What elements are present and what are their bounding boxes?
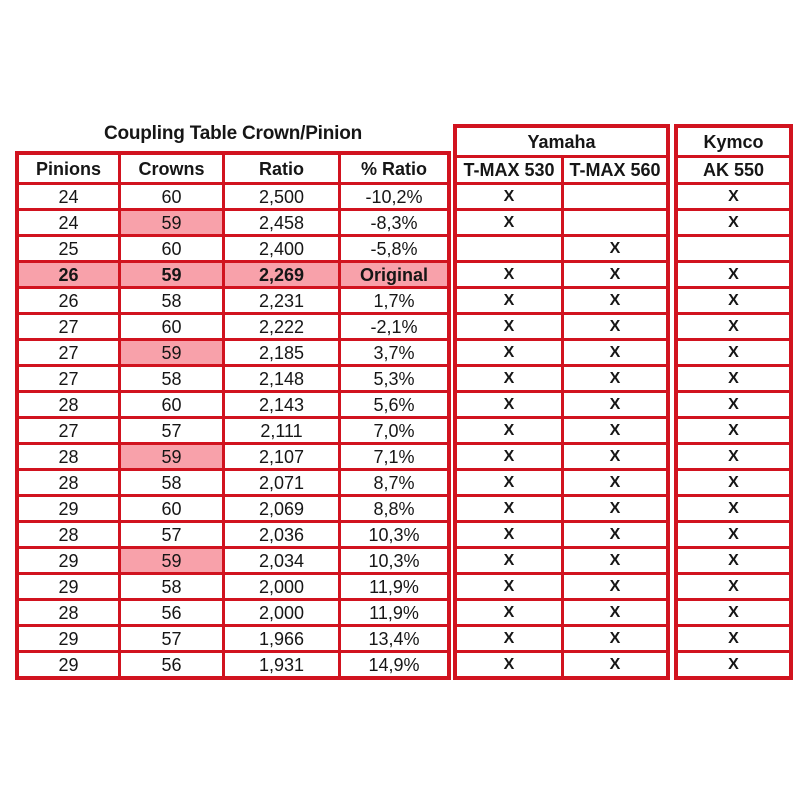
ratio-value: 2,107 [222,445,338,468]
pinions-value: 29 [58,654,79,675]
kymco-row-18 [678,624,789,650]
yamaha-row-15 [457,546,666,572]
crowns-value: 60 [118,315,222,338]
ak550-mark: X [728,447,739,465]
pct-ratio-value: 10,3% [338,523,447,546]
tmax530-mark [457,237,561,260]
kymco-row-4 [678,260,789,286]
tmax530-mark: X [503,525,515,543]
crowns-value: 58 [118,575,222,598]
pinions-value: 28 [58,524,79,545]
ak550-mark: X [728,291,739,309]
ak550-mark: X [728,655,739,673]
pct-ratio-value: 5,6% [338,393,447,416]
tmax530-mark: X [503,603,515,621]
ak550-mark [678,237,789,260]
table-row-14 [19,520,447,546]
tmax560-mark [561,211,666,234]
pct-ratio-value: 7,0% [338,419,447,442]
ratio-value: 2,034 [222,549,338,572]
kymco-row-17 [678,598,789,624]
tmax560-mark: X [561,445,666,468]
column-header-crowns: Crowns [118,155,222,182]
pct-ratio-value: 5,3% [338,367,447,390]
yamaha-row-1 [457,182,666,208]
pct-ratio-value: -8,3% [338,211,447,234]
pinions-value: 27 [58,316,79,337]
table-row-7 [19,338,447,364]
pinions-value: 28 [58,472,79,493]
pct-ratio-value: -2,1% [338,315,447,338]
pinions-value: 29 [58,628,79,649]
pct-ratio-value: 10,3% [338,549,447,572]
tmax560-mark: X [561,497,666,520]
tmax530-mark: X [503,421,515,439]
column-header-ak550: AK 550 [702,160,765,180]
crowns-value: 59 [118,549,222,572]
tmax560-mark: X [561,289,666,312]
tmax530-mark: X [503,291,515,309]
yamaha-row-5 [457,286,666,312]
kymco-row-1 [678,182,789,208]
tmax530-mark: X [503,551,515,569]
ratio-value: 2,400 [222,237,338,260]
kymco-row-11 [678,442,789,468]
table-row-15 [19,546,447,572]
kymco-row-7 [678,338,789,364]
ak550-mark: X [728,265,739,283]
yamaha-row-8 [457,364,666,390]
pinions-value: 27 [58,342,79,363]
ak550-mark: X [728,395,739,413]
yamaha-row-17 [457,598,666,624]
tmax530-mark: X [503,213,515,231]
table-row-11 [19,442,447,468]
tmax530-mark: X [503,499,515,517]
pct-ratio-value: 7,1% [338,445,447,468]
yamaha-row-2 [457,208,666,234]
crowns-value: 60 [118,393,222,416]
ak550-mark: X [728,603,739,621]
table-row-16 [19,572,447,598]
yamaha-row-18 [457,624,666,650]
kymco-row-13 [678,494,789,520]
table-row-2 [19,208,447,234]
pinions-value: 29 [58,550,79,571]
crowns-value: 60 [118,237,222,260]
pinions-value: 25 [58,238,79,259]
ratio-value: 2,231 [222,289,338,312]
pinions-value: 26 [58,264,79,285]
tmax560-mark: X [561,315,666,338]
kymco-row-14 [678,520,789,546]
pinions-value: 29 [58,498,79,519]
ak550-mark: X [728,525,739,543]
ak550-mark: X [728,473,739,491]
ak550-mark: X [728,369,739,387]
tmax530-mark: X [503,577,515,595]
tmax530-mark: X [503,655,515,673]
yamaha-row-4 [457,260,666,286]
crowns-value: 59 [118,341,222,364]
ratio-value: 2,458 [222,211,338,234]
ratio-value: 2,111 [222,419,338,442]
tmax530-mark: X [503,317,515,335]
kymco-row-5 [678,286,789,312]
tmax560-mark: X [561,627,666,650]
pct-ratio-value: 3,7% [338,341,447,364]
crowns-value: 57 [118,419,222,442]
pinions-value: 27 [58,368,79,389]
ratio-value: 2,222 [222,315,338,338]
crowns-value: 60 [118,185,222,208]
ratio-value: 2,000 [222,601,338,624]
main-table [15,151,451,680]
pinions-value: 28 [58,602,79,623]
yamaha-group-header [457,128,666,155]
kymco-group-table [674,124,793,680]
tmax530-mark: X [503,447,515,465]
crowns-value: 59 [118,263,222,286]
yamaha-row-11 [457,442,666,468]
table-row-8 [19,364,447,390]
yamaha-row-6 [457,312,666,338]
tmax560-mark: X [561,653,666,676]
tmax530-mark: X [503,265,515,283]
ratio-value: 2,143 [222,393,338,416]
table-row-18 [19,624,447,650]
yamaha-row-13 [457,494,666,520]
table-row-1 [19,182,447,208]
kymco-row-15 [678,546,789,572]
table-row-9 [19,390,447,416]
column-header-pct-ratio: % Ratio [338,155,447,182]
crowns-value: 57 [118,627,222,650]
kymco-group-header [678,128,789,155]
kymco-row-6 [678,312,789,338]
crowns-value: 58 [118,367,222,390]
tmax560-mark: X [561,263,666,286]
pinions-value: 29 [58,576,79,597]
crowns-value: 57 [118,523,222,546]
table-row-13 [19,494,447,520]
ak550-mark: X [728,343,739,361]
tmax560-mark: X [561,341,666,364]
pinions-value: 28 [58,446,79,467]
ratio-value: 2,148 [222,367,338,390]
tmax530-mark: X [503,343,515,361]
column-header-ratio: Ratio [222,155,338,182]
ak550-mark: X [728,187,739,205]
table-row-3 [19,234,447,260]
crowns-value: 60 [118,497,222,520]
tmax560-mark: X [561,393,666,416]
tmax560-mark [561,185,666,208]
ak550-mark: X [728,629,739,647]
yamaha-subheader-row [457,155,666,182]
kymco-row-8 [678,364,789,390]
crowns-value: 59 [118,211,222,234]
pct-ratio-value: 8,8% [338,497,447,520]
main-header-row [19,155,447,182]
column-header-pinions: Pinions [35,158,101,179]
kymco-row-3 [678,234,789,260]
table-row-17 [19,598,447,624]
tmax560-mark: X [561,471,666,494]
table-row-12 [19,468,447,494]
yamaha-row-10 [457,416,666,442]
table-row-19 [19,650,447,676]
group-header-kymco: Kymco [703,131,764,152]
ratio-value: 2,185 [222,341,338,364]
ratio-value: 2,269 [222,263,338,286]
group-header-yamaha: Yamaha [527,131,596,152]
ratio-value: 2,036 [222,523,338,546]
tmax530-mark: X [503,187,515,205]
pct-ratio-value: -5,8% [338,237,447,260]
tmax560-mark: X [561,575,666,598]
crowns-value: 58 [118,289,222,312]
ak550-mark: X [728,499,739,517]
ratio-value: 2,069 [222,497,338,520]
tmax530-mark: X [503,473,515,491]
pinions-value: 26 [58,290,79,311]
column-header-tmax560: T-MAX 560 [561,158,666,182]
pinions-value: 24 [58,212,79,233]
ak550-mark: X [728,421,739,439]
kymco-row-19 [678,650,789,676]
tmax560-mark: X [561,549,666,572]
table-row-6 [19,312,447,338]
ratio-value: 1,931 [222,653,338,676]
pct-ratio-value: Original [338,263,447,286]
column-header-tmax530: T-MAX 530 [463,160,555,180]
table-row-10 [19,416,447,442]
table-row-4 [19,260,447,286]
ak550-mark: X [728,213,739,231]
crowns-value: 56 [118,653,222,676]
yamaha-row-12 [457,468,666,494]
kymco-subheader-row [678,155,789,182]
tmax560-mark: X [561,419,666,442]
tmax560-mark: X [561,601,666,624]
ak550-mark: X [728,577,739,595]
kymco-row-2 [678,208,789,234]
crowns-value: 58 [118,471,222,494]
ratio-value: 2,071 [222,471,338,494]
ak550-mark: X [728,317,739,335]
pct-ratio-value: -10,2% [338,185,447,208]
pct-ratio-value: 14,9% [338,653,447,676]
pinions-value: 27 [58,420,79,441]
tmax530-mark: X [503,629,515,647]
yamaha-row-19 [457,650,666,676]
tmax530-mark: X [503,369,515,387]
crowns-value: 56 [118,601,222,624]
kymco-row-12 [678,468,789,494]
table-title: Coupling Table Crown/Pinion [103,123,363,144]
yamaha-group-table [453,124,670,680]
ak550-mark: X [728,551,739,569]
ratio-value: 2,500 [222,185,338,208]
kymco-row-16 [678,572,789,598]
yamaha-row-14 [457,520,666,546]
kymco-row-9 [678,390,789,416]
pct-ratio-value: 11,9% [338,601,447,624]
tmax560-mark: X [561,523,666,546]
pinions-value: 28 [58,394,79,415]
yamaha-row-7 [457,338,666,364]
tmax530-mark: X [503,395,515,413]
ratio-value: 2,000 [222,575,338,598]
pct-ratio-value: 13,4% [338,627,447,650]
ratio-value: 1,966 [222,627,338,650]
yamaha-row-16 [457,572,666,598]
tmax560-mark: X [561,367,666,390]
pct-ratio-value: 1,7% [338,289,447,312]
pinions-value: 24 [58,186,79,207]
table-row-5 [19,286,447,312]
crowns-value: 59 [118,445,222,468]
tmax560-mark: X [561,237,666,260]
kymco-row-10 [678,416,789,442]
yamaha-row-3 [457,234,666,260]
pct-ratio-value: 8,7% [338,471,447,494]
pct-ratio-value: 11,9% [338,575,447,598]
yamaha-row-9 [457,390,666,416]
